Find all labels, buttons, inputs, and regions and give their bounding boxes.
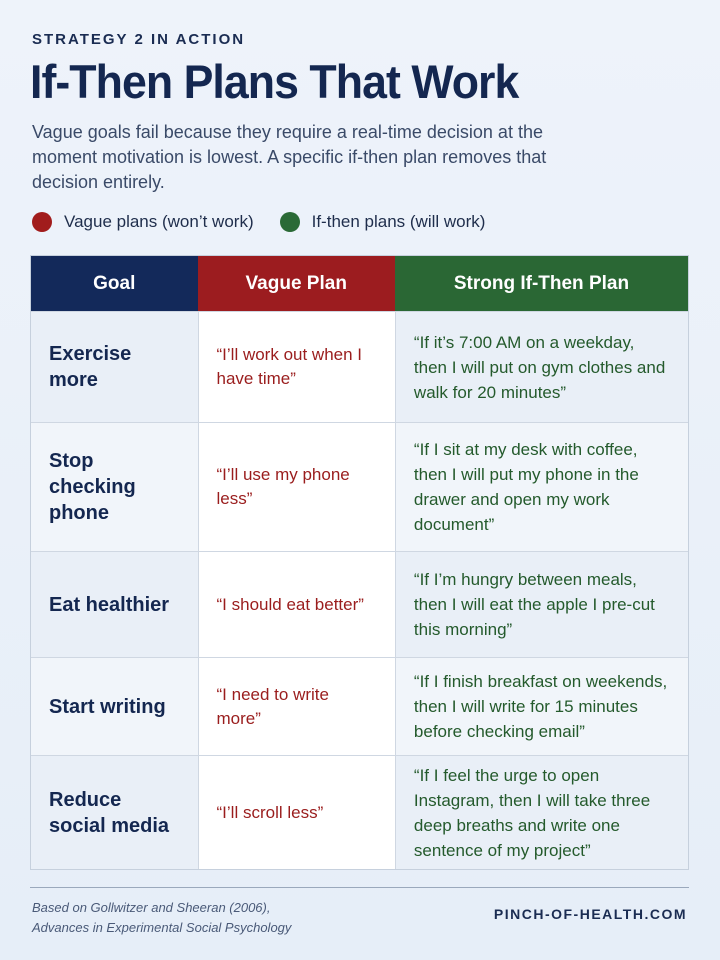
strong-plan-cell: “If it’s 7:00 AM on a weekday, then I will put on gym clothes and walk for 20 minutes” <box>413 332 666 402</box>
header-strong-plan: Strong If-Then Plan <box>395 256 688 311</box>
table-row <box>31 551 688 657</box>
brand-link[interactable]: PINCH-OF-HEALTH.COM <box>493 906 687 922</box>
citation-line-2: Advances in Experimental Social Psychology <box>32 920 292 935</box>
vague-plan-cell: “I’ll scroll less” <box>216 802 324 822</box>
strong-plan-cell: “If I finish breakfast on weekends, then I will write for 15 minutes before checking email” <box>413 672 668 741</box>
table-row <box>31 755 688 869</box>
header-goal: Goal <box>31 256 198 311</box>
strong-plan-cell: “If I’m hungry between meals, then I will eat the apple I pre-cut this morning” <box>413 570 655 639</box>
table-header-row <box>31 256 688 311</box>
goal-cell: Stop checking phone <box>49 450 136 524</box>
goal-cell: Eat healthier <box>49 593 170 616</box>
vague-plan-cell: “I need to write more” <box>216 684 329 728</box>
legend-ifthen-label: If-then plans (will work) <box>311 212 486 231</box>
footer-divider <box>30 887 689 888</box>
vague-plan-cell: “I’ll work out when I have time” <box>216 345 363 388</box>
goal-cell: Exercise more <box>49 343 132 391</box>
table-row <box>31 311 688 422</box>
vague-plan-cell: “I should eat better” <box>216 594 364 614</box>
plans-table <box>30 255 689 870</box>
citation-line-1: Based on Gollwitzer and Sheeran (2006), <box>32 900 271 915</box>
eyebrow-label: STRATEGY 2 IN ACTION <box>32 31 246 48</box>
legend <box>32 212 511 232</box>
intro-text: Vague goals fail because they require a real-time decision at the moment motivation is lowest. A specific if-then plan removes that decision entirely. <box>32 122 547 192</box>
goal-cell: Reduce social media <box>49 788 170 837</box>
page-title: If-Then Plans That Work <box>30 55 519 108</box>
legend-vague-label: Vague plans (won’t work) <box>64 212 254 231</box>
citation <box>32 898 291 938</box>
legend-item-vague <box>32 212 254 232</box>
table-row <box>31 657 688 755</box>
strong-plan-cell: “If I feel the urge to open Instagram, then I will take three deep breaths and write one sentence of my project” <box>413 765 651 860</box>
header-vague-plan: Vague Plan <box>198 256 395 311</box>
goal-cell: Start writing <box>49 695 166 718</box>
table-row <box>31 422 688 551</box>
strong-plan-cell: “If I sit at my desk with coffee, then I will put my phone in the drawer and open my work document” <box>413 440 639 534</box>
legend-item-ifthen <box>280 212 486 232</box>
vague-plan-cell: “I’ll use my phone less” <box>216 465 350 508</box>
red-dot-icon <box>32 212 52 232</box>
green-dot-icon <box>280 212 300 232</box>
